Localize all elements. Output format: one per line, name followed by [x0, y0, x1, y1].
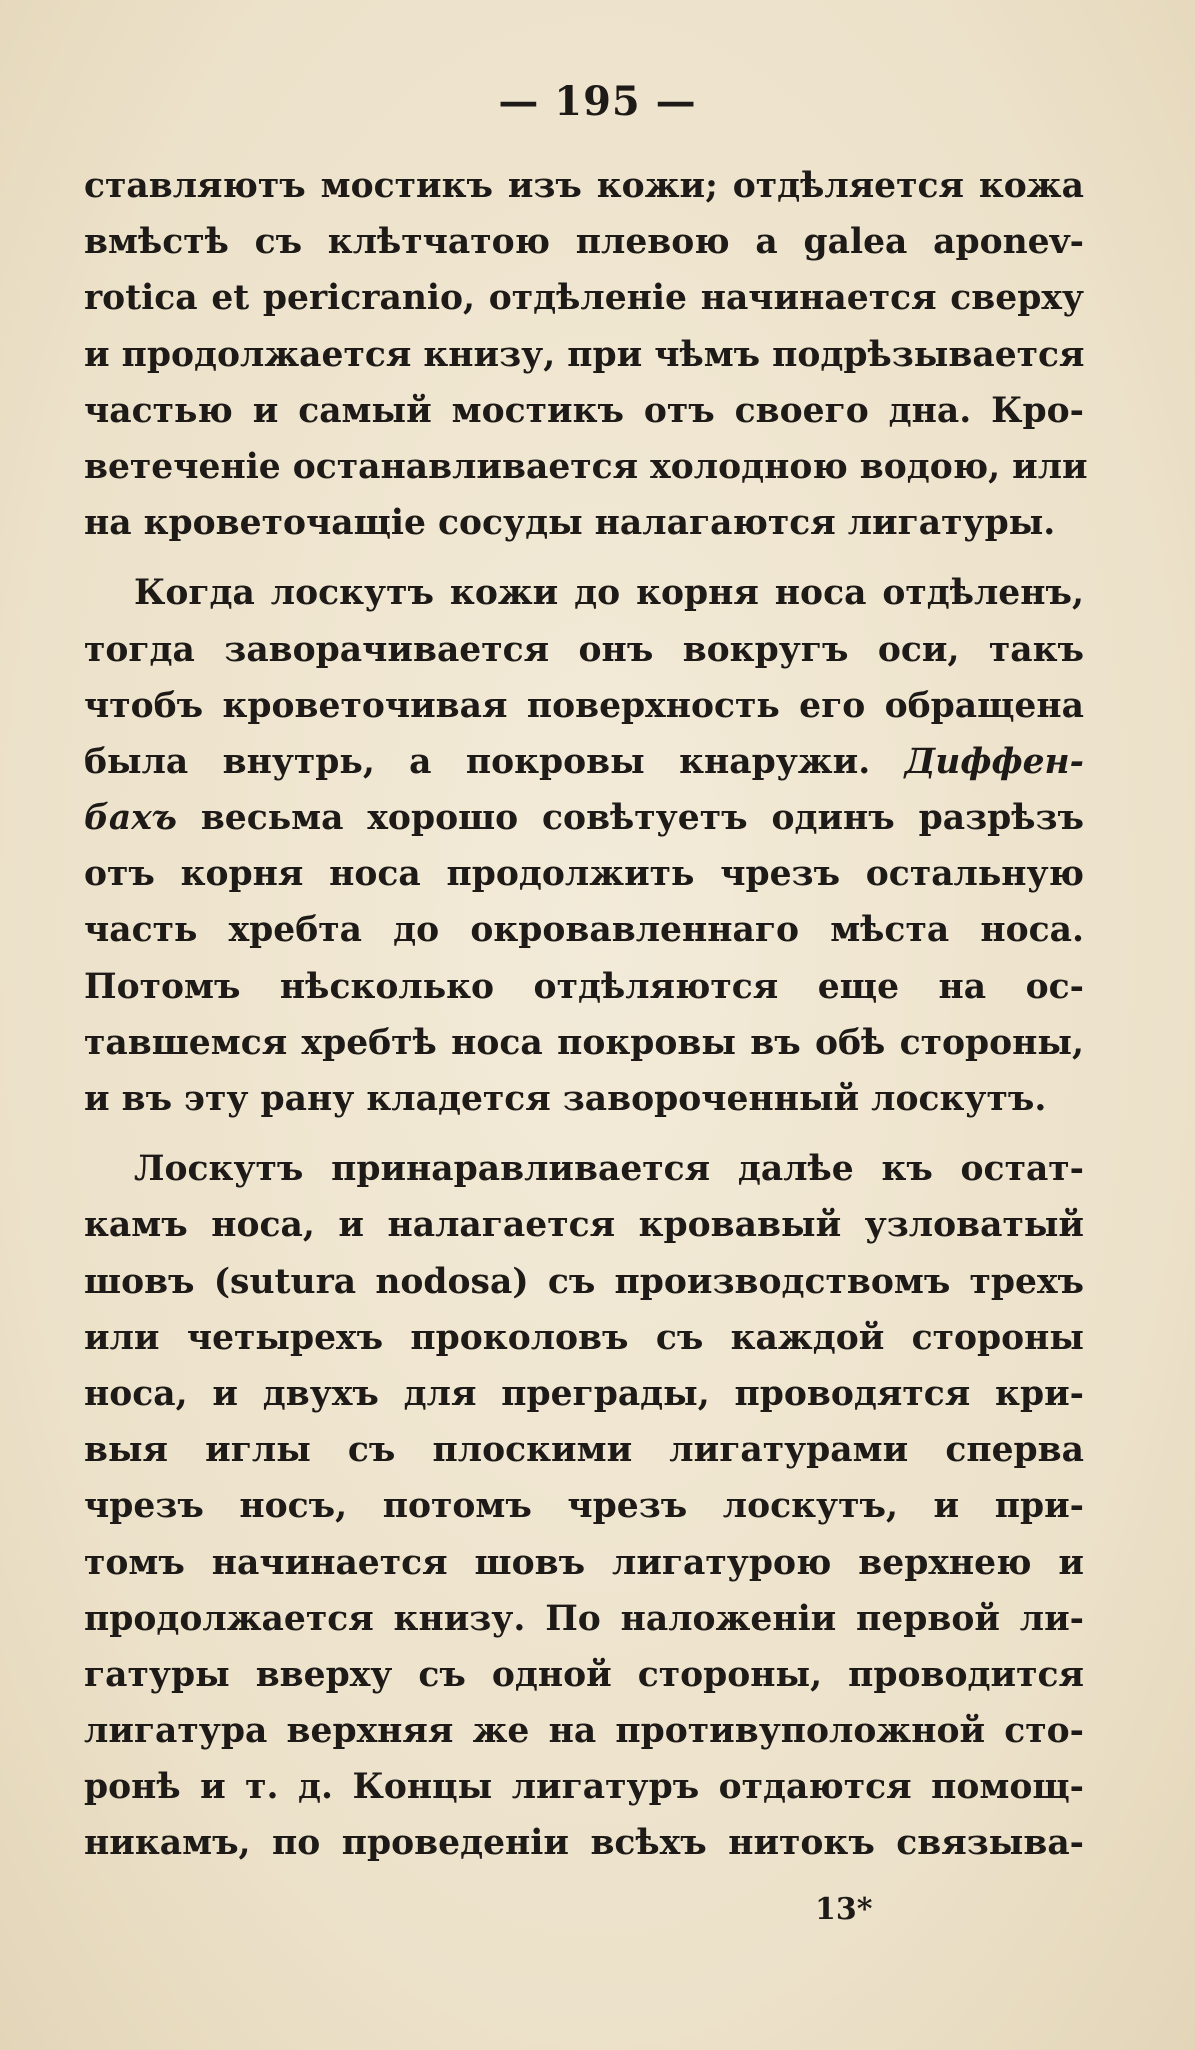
- text-line: частью и самый мостикъ отъ своего дна. Кро-: [84, 390, 1084, 431]
- text-line: ставляютъ мостикъ изъ кожи; отдѣляется кожа: [84, 166, 1084, 206]
- text-line: вмѣстѣ съ клѣтчатою плевою a galea aponev-: [84, 222, 1084, 263]
- text-line: Потомъ нѣсколько отдѣляются еще на ос-: [84, 966, 1084, 1007]
- text-segment: весьма хорошо совѣтуетъ одинъ разрѣзъ: [200, 798, 1084, 839]
- text-line: Лоскутъ принаравливается далѣе къ остат-: [134, 1149, 1084, 1190]
- text-line: камъ носа, и налагается кровавый узловатый: [84, 1205, 1084, 1246]
- text-line: на кроветочащіе сосуды налагаются лигатуры.: [84, 503, 1056, 544]
- text-segment: была внутрь, а покровы кнаружи.: [84, 741, 871, 782]
- text-line: отъ корня носа продолжить чрезъ остальную: [84, 854, 1084, 895]
- text-line: лигатура верхняя же на противуположной сто-: [84, 1711, 1084, 1752]
- text-line: и въ эту рану кладется завороченный лоскутъ.: [84, 1079, 1047, 1119]
- author-name-part-1: Диффен-: [904, 741, 1084, 782]
- text-line: rotica et pericranio, отдѣленіе начинается сверху: [84, 278, 1084, 319]
- text-line: и продолжается книзу, при чѣмъ подрѣзывается: [84, 334, 1085, 375]
- text-line: тавшемся хребтѣ носа покровы въ обѣ стороны,: [84, 1022, 1084, 1063]
- text-line: ветеченіе останавливается холодною водою, или: [84, 446, 1088, 487]
- text-line: ронѣ и т. д. Концы лигатуръ отдаются помощ-: [84, 1767, 1084, 1808]
- signature-mark: 13*: [815, 1892, 873, 1927]
- text-line: тогда заворачивается онъ вокругъ оси, такъ: [84, 629, 1084, 670]
- text-line: шовъ (sutura nodosa) съ производствомъ трехъ: [84, 1261, 1084, 1302]
- text-line: чтобъ кроветочивая поверхность его обращена: [84, 685, 1084, 726]
- text-line: или четырехъ проколовъ съ каждой стороны: [84, 1317, 1084, 1358]
- text-line-with-name: [84, 790, 1084, 846]
- page-number: — 195 —: [498, 78, 697, 125]
- body-text: [84, 158, 1088, 1872]
- text-line-with-name: [84, 734, 1084, 790]
- text-line: носа, и двухъ для преграды, проводятся кри-: [84, 1373, 1084, 1414]
- paragraph-1: [84, 158, 1088, 551]
- text-line: никамъ, по проведеніи всѣхъ нитокъ связыва-: [84, 1823, 1084, 1864]
- paragraph-2: [84, 565, 1084, 1127]
- author-name-part-2: бахъ: [84, 798, 177, 839]
- text-line: выя иглы съ плоскими лигатурами сперва: [84, 1430, 1084, 1471]
- text-line: чрезъ носъ, потомъ чрезъ лоскутъ, и при-: [84, 1486, 1084, 1527]
- text-line: Когда лоскутъ кожи до корня носа отдѣленъ,: [134, 573, 1084, 614]
- text-line: томъ начинается шовъ лигатурою верхнею и: [84, 1542, 1084, 1583]
- text-line: продолжается книзу. По наложеніи первой ли-: [84, 1598, 1084, 1639]
- text-line: часть хребта до окровавленнаго мѣста носа.: [84, 910, 1084, 951]
- text-line: гатуры вверху съ одной стороны, проводится: [84, 1654, 1084, 1695]
- paragraph-3: [84, 1141, 1084, 1871]
